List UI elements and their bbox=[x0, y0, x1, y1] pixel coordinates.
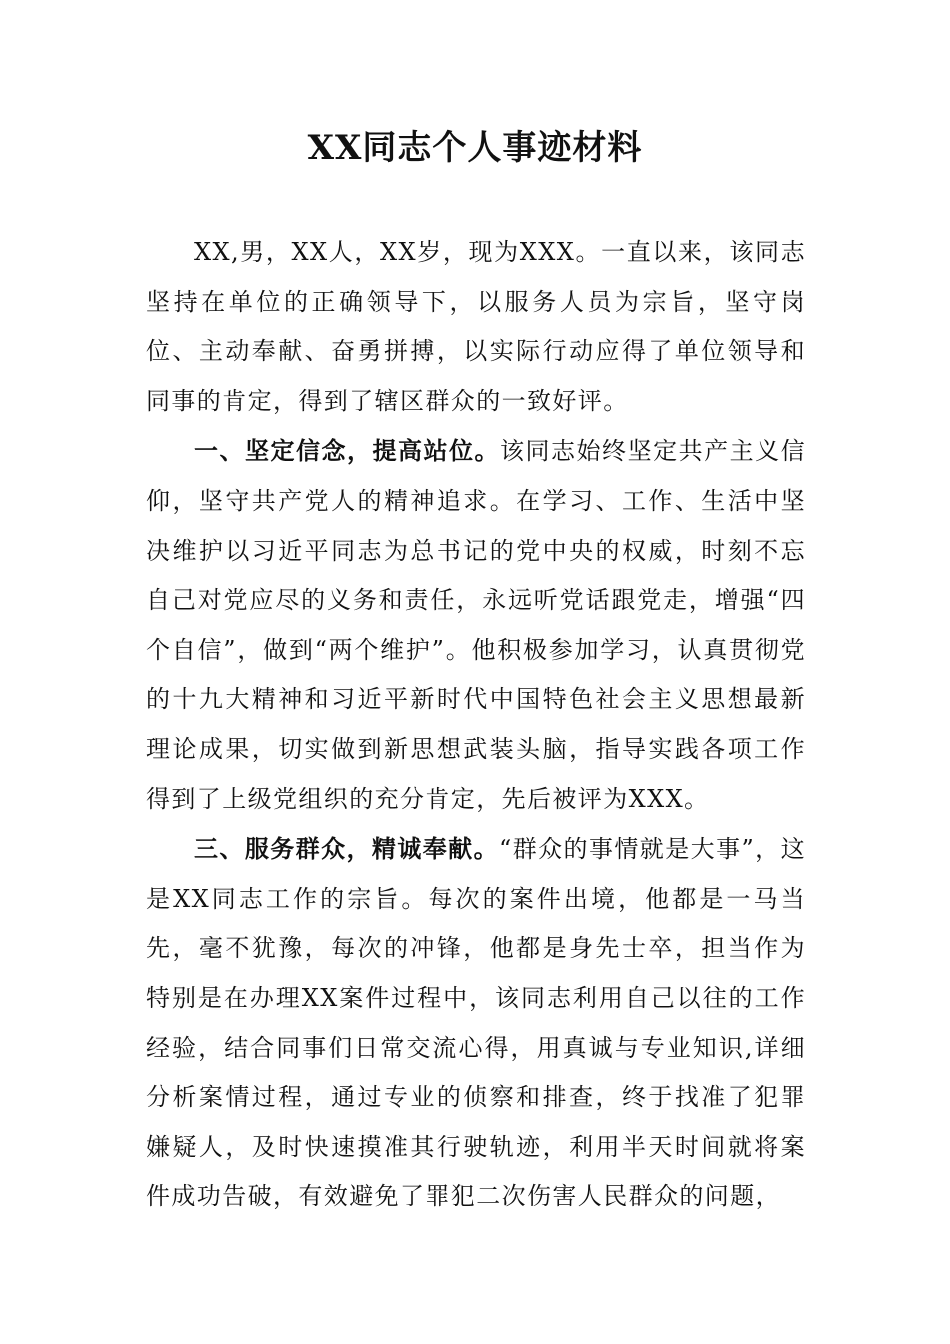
document-body bbox=[146, 227, 806, 1222]
paragraph-text: XX,男，XX人，XX岁，现为XXX。一直以来，该同志坚持在单位的正确领导下，以服务人员为宗旨，坚守岗位、主动奉献、奋勇拼搏，以实际行动应得了单位领导和同事的肯定，得到了辖区群众的一致好评。 bbox=[146, 238, 806, 415]
paragraph-heading: 三、服务群众，精诚奉献。 bbox=[194, 834, 500, 864]
paragraph-intro bbox=[146, 227, 806, 426]
paragraph-section-one bbox=[146, 426, 806, 824]
paragraph-section-three bbox=[146, 824, 806, 1222]
paragraph-heading: 一、坚定信念，提高站位。 bbox=[194, 436, 501, 466]
document-title: XX同志个人事迹材料 bbox=[307, 128, 643, 168]
paragraph-text: 该同志始终坚定共产主义信仰，坚守共产党人的精神追求。在学习、工作、生活中坚决维护以习近平同志为总书记的党中央的权威，时刻不忘自己对党应尽的义务和责任，永远听党话跟党走，增强“四个自信”，做到“两个维护”。他积极参加学习，认真贯彻党的十九大精神和习近平新时代中国特色社会主义思想最新理论成果，切实做到新思想武装头脑，指导实践各项工作得到了上级党组织的充分肯定，先后被评为XXX。 bbox=[146, 437, 806, 813]
paragraph-text: “群众的事情就是大事”，这是XX同志工作的宗旨。每次的案件出境，他都是一马当先，毫不犹豫，每次的冲锋，他都是身先士卒，担当作为特别是在办理XX案件过程中，该同志利用自己以往的工作经验，结合同事们日常交流心得，用真诚与专业知识,详细分析案情过程，通过专业的侦察和排查，终于找准了犯罪嫌疑人，及时快速摸准其行驶轨迹，利用半天时间就将案件成功告破，有效避免了罪犯二次伤害人民群众的问题， bbox=[146, 835, 806, 1211]
